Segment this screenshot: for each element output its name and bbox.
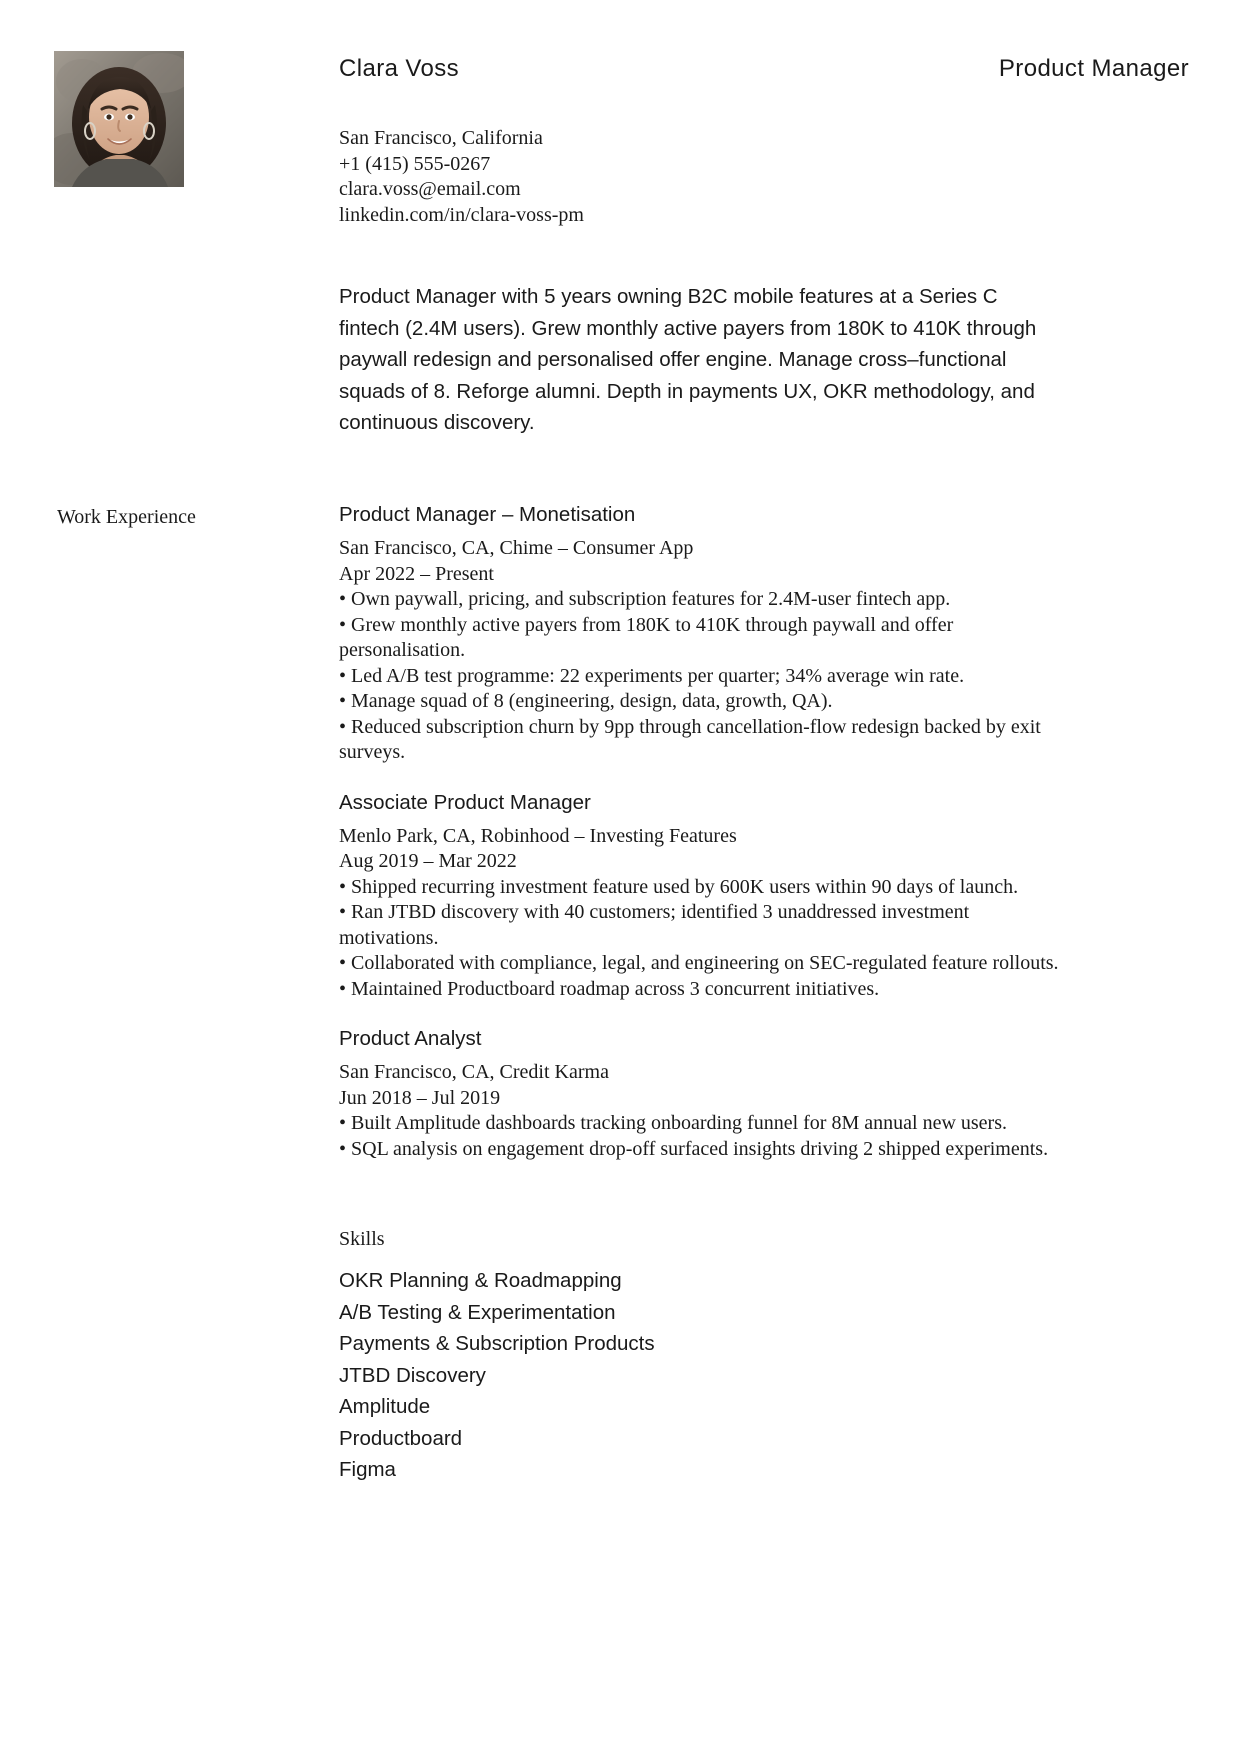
job-date-line: Jun 2018 – Jul 2019 (339, 1086, 501, 1109)
job-entry (339, 1024, 1061, 1162)
bullet-item: • Shipped recurring investment feature used by 600K users within 90 days of launch. (339, 875, 1019, 898)
job-title: Product Manager – Monetisation (339, 503, 636, 526)
job-title: Associate Product Manager (339, 790, 591, 814)
skill-item: JTBD Discovery (339, 1363, 486, 1387)
job-bullets (339, 1111, 1061, 1162)
skill-item: Payments & Subscription Products (339, 1332, 655, 1355)
avatar (54, 51, 184, 187)
main-content-column (339, 500, 1061, 1486)
resume-header (0, 0, 1241, 250)
skills-heading: Skills (339, 1228, 385, 1250)
skill-item: A/B Testing & Experimentation (339, 1300, 616, 1324)
job-entry (339, 788, 1061, 1003)
skill-item: OKR Planning & Roadmapping (339, 1269, 622, 1292)
job-title: Product Analyst (339, 1027, 482, 1050)
bullet-item: • Ran JTBD discovery with 40 customers; identified 3 unaddressed investment motivations. (339, 901, 970, 949)
skill-item: Figma (339, 1458, 396, 1481)
candidate-title: Product Manager (998, 55, 1189, 82)
bullet-item: • Collaborated with compliance, legal, and engineering on SEC-regulated feature rollouts. (339, 952, 1059, 974)
bullet-item: • Maintained Productboard roadmap across 3 concurrent initiatives. (339, 977, 880, 1000)
job-date-line: Aug 2019 – Mar 2022 (339, 850, 517, 872)
bullet-item: • Grew monthly active payers from 180K to 410K through paywall and offer personalisation. (339, 613, 954, 661)
skill-item: Productboard (339, 1426, 463, 1450)
bullet-item: • Reduced subscription churn by 9pp through cancellation-flow redesign backed by exit surveys. (339, 715, 1041, 763)
job-entry (339, 500, 1061, 766)
contact-email[interactable]: clara.voss@email.com (339, 178, 521, 200)
contact-phone: +1 (415) 555-0267 (339, 152, 491, 175)
bullet-item: • SQL analysis on engagement drop-off surfaced insights driving 2 shipped experiments. (339, 1137, 1049, 1160)
skill-item: Amplitude (339, 1395, 431, 1418)
skills-section (339, 1228, 1061, 1486)
professional-summary: Product Manager with 5 years owning B2C mobile features at a Series C fintech (2.4M users). Grew monthly active payers from 180K to 410K through paywall redesign and personalised offer engine. Manage cross–functional squads of 8. Reforge alumni. Depth in payments UX, OKR methodology, and continuous discovery. (339, 285, 1037, 434)
bullet-item: • Manage squad of 8 (engineering, design, data, growth, QA). (339, 690, 833, 712)
section-label-work-experience: Work Experience (57, 506, 196, 528)
job-date-line: Apr 2022 – Present (339, 562, 494, 585)
job-company-line: San Francisco, CA, Chime – Consumer App (339, 537, 694, 559)
contact-linkedin[interactable]: linkedin.com/in/clara-voss-pm (339, 203, 584, 226)
job-company-line: San Francisco, CA, Credit Karma (339, 1061, 609, 1083)
contact-location: San Francisco, California (339, 127, 543, 149)
job-bullets (339, 875, 1061, 1003)
contact-block (339, 126, 584, 228)
job-bullets (339, 587, 1061, 766)
bullet-item: • Own paywall, pricing, and subscription features for 2.4M-user fintech app. (339, 588, 951, 610)
job-company-line: Menlo Park, CA, Robinhood – Investing Features (339, 824, 737, 847)
bullet-item: • Built Amplitude dashboards tracking onboarding funnel for 8M annual new users. (339, 1112, 1007, 1134)
candidate-name: Clara Voss (339, 55, 460, 82)
bullet-item: • Led A/B test programme: 22 experiments per quarter; 34% average win rate. (339, 664, 965, 687)
